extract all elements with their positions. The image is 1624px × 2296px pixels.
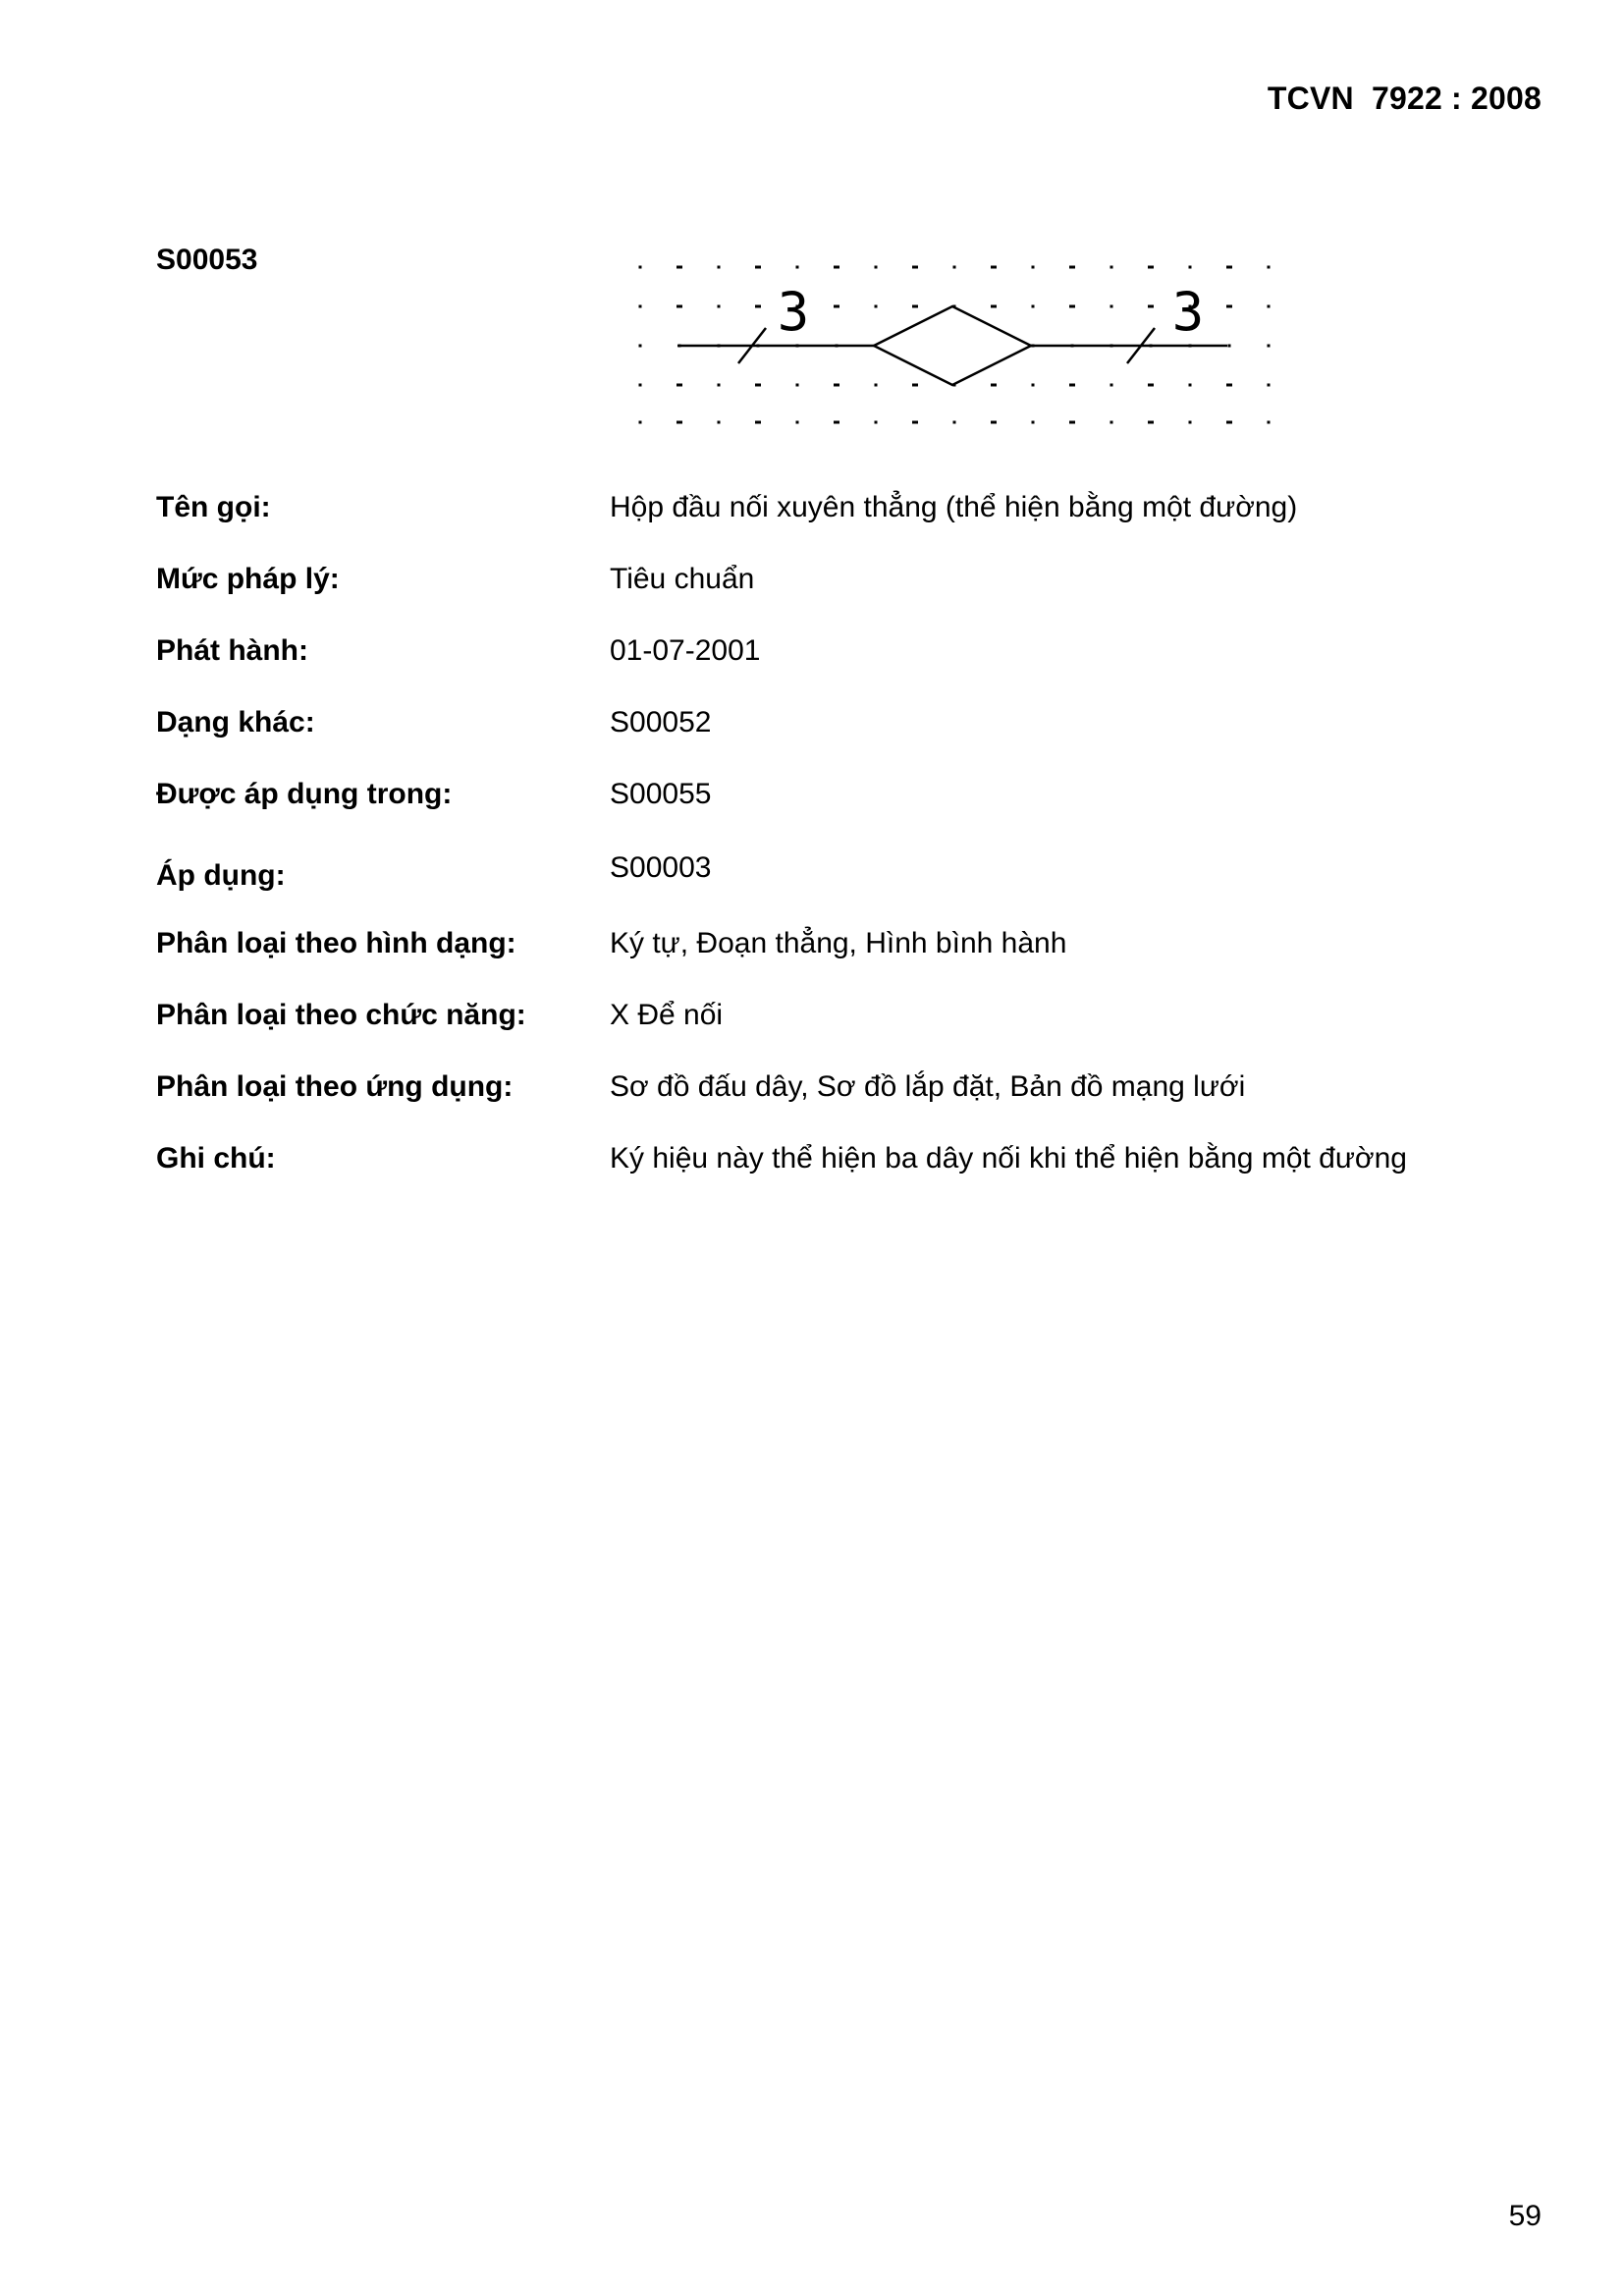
- grid-dot: [796, 384, 799, 387]
- property-row-muc-phap-ly: [156, 563, 1531, 634]
- grid-dot: [677, 305, 682, 308]
- single-line-straight-through-junction-box-icon: [628, 253, 1276, 430]
- grid-dot: [1228, 345, 1231, 348]
- symbol-code: S00053: [156, 244, 258, 276]
- property-label: Phân loại theo hình dạng:: [156, 927, 516, 959]
- property-row-ghi-chu: [156, 1142, 1531, 1214]
- grid-dot: [639, 266, 642, 269]
- property-label: Dạng khác:: [156, 706, 315, 738]
- grid-dot: [1069, 384, 1075, 387]
- property-label: Tên gọi:: [156, 491, 271, 523]
- grid-dot: [1032, 384, 1035, 387]
- grid-dot: [718, 266, 721, 269]
- grid-dot: [912, 384, 918, 387]
- grid-dot: [1032, 421, 1035, 424]
- grid-dot: [755, 305, 761, 308]
- property-row-phan-loai-chuc-nang: [156, 999, 1531, 1070]
- right-conductor-count: 3: [1171, 281, 1205, 343]
- property-value: Tiêu chuẩn: [610, 563, 755, 595]
- grid-dot: [834, 421, 839, 424]
- property-row-phan-loai-ung-dung: [156, 1070, 1531, 1142]
- property-value: X Để nối: [610, 999, 724, 1031]
- grid-dot: [1032, 266, 1035, 269]
- grid-dot: [677, 266, 682, 269]
- grid-dot: [991, 305, 997, 308]
- property-value: S00052: [610, 706, 712, 738]
- grid-dot: [912, 421, 918, 424]
- property-label: Phân loại theo chức năng:: [156, 999, 526, 1031]
- property-value: Ký hiệu này thể hiện ba dây nối khi thể hiện bằng một đường: [610, 1142, 1407, 1175]
- grid-dot: [991, 266, 997, 269]
- grid-dot: [1268, 421, 1271, 424]
- grid-dot: [1069, 266, 1075, 269]
- grid-dot: [1268, 345, 1271, 348]
- property-label: Được áp dụng trong:: [156, 778, 453, 810]
- grid-dot: [953, 266, 956, 269]
- property-row-dang-khac: [156, 706, 1531, 778]
- grid-dot: [1226, 384, 1232, 387]
- property-row-ap-dung: [156, 851, 1531, 927]
- left-conductor-count: 3: [777, 281, 810, 343]
- property-row-phat-hanh: [156, 634, 1531, 706]
- property-label: Phân loại theo ứng dụng:: [156, 1070, 514, 1103]
- grid-dot: [991, 384, 997, 387]
- grid-dot: [718, 305, 721, 308]
- property-value: Ký tự, Đoạn thẳng, Hình bình hành: [610, 927, 1067, 959]
- grid-dot: [875, 305, 878, 308]
- property-row-phan-loai-hinh-dang: [156, 927, 1531, 999]
- grid-dot: [912, 266, 918, 269]
- property-value: Hộp đầu nối xuyên thẳng (thể hiện bằng một đường): [610, 491, 1298, 523]
- grid-dot: [875, 266, 878, 269]
- grid-dot: [912, 305, 918, 308]
- property-row-ten-goi: [156, 491, 1531, 563]
- grid-dot: [1148, 421, 1154, 424]
- grid-dot: [1148, 384, 1154, 387]
- grid-dot: [1189, 384, 1192, 387]
- grid-dot: [1110, 421, 1113, 424]
- grid-dot: [755, 266, 761, 269]
- grid-dot: [1226, 421, 1232, 424]
- grid-dot: [1032, 305, 1035, 308]
- grid-dot: [875, 421, 878, 424]
- property-value: Sơ đồ đấu dây, Sơ đồ lắp đặt, Bản đồ mạng lưới: [610, 1070, 1246, 1103]
- grid-dot: [755, 421, 761, 424]
- grid-dot: [834, 266, 839, 269]
- grid-dot: [1110, 305, 1113, 308]
- property-value: S00055: [610, 778, 712, 810]
- junction-box-diamond: [874, 306, 1031, 385]
- grid-dot: [1189, 266, 1192, 269]
- property-label: Phát hành:: [156, 634, 308, 667]
- property-label: Mức pháp lý:: [156, 563, 340, 595]
- grid-dot: [718, 421, 721, 424]
- grid-dot: [639, 345, 642, 348]
- grid-dot: [718, 384, 721, 387]
- grid-dot: [1189, 421, 1192, 424]
- property-row-duoc-ap-dung-trong: [156, 778, 1531, 851]
- grid-dot: [834, 305, 839, 308]
- grid-dot: [834, 384, 839, 387]
- grid-dot: [796, 421, 799, 424]
- grid-dot: [1226, 266, 1232, 269]
- grid-dot: [875, 384, 878, 387]
- property-list: [156, 491, 1531, 1214]
- grid-dot: [796, 266, 799, 269]
- property-label: Áp dụng:: [156, 859, 286, 892]
- grid-dot: [1148, 266, 1154, 269]
- property-value: 01-07-2001: [610, 634, 761, 667]
- grid-dot: [1069, 421, 1075, 424]
- grid-dot: [1110, 266, 1113, 269]
- grid-dot: [991, 421, 997, 424]
- grid-dot: [953, 421, 956, 424]
- grid-dot: [639, 305, 642, 308]
- grid-dot: [1268, 305, 1271, 308]
- grid-dot: [1226, 305, 1232, 308]
- grid-dot: [1268, 266, 1271, 269]
- grid-dot: [1148, 305, 1154, 308]
- grid-dot: [1110, 384, 1113, 387]
- property-label: Ghi chú:: [156, 1142, 276, 1175]
- grid-dot: [639, 384, 642, 387]
- page-header-standard-ref: TCVN 7922 : 2008: [1267, 81, 1542, 116]
- grid-dot: [1069, 305, 1075, 308]
- page-number: 59: [1508, 2200, 1542, 2232]
- grid-dot: [755, 384, 761, 387]
- property-value: S00003: [610, 851, 712, 884]
- grid-dot: [639, 421, 642, 424]
- grid-dot: [677, 384, 682, 387]
- grid-dot: [677, 421, 682, 424]
- grid-dot: [1268, 384, 1271, 387]
